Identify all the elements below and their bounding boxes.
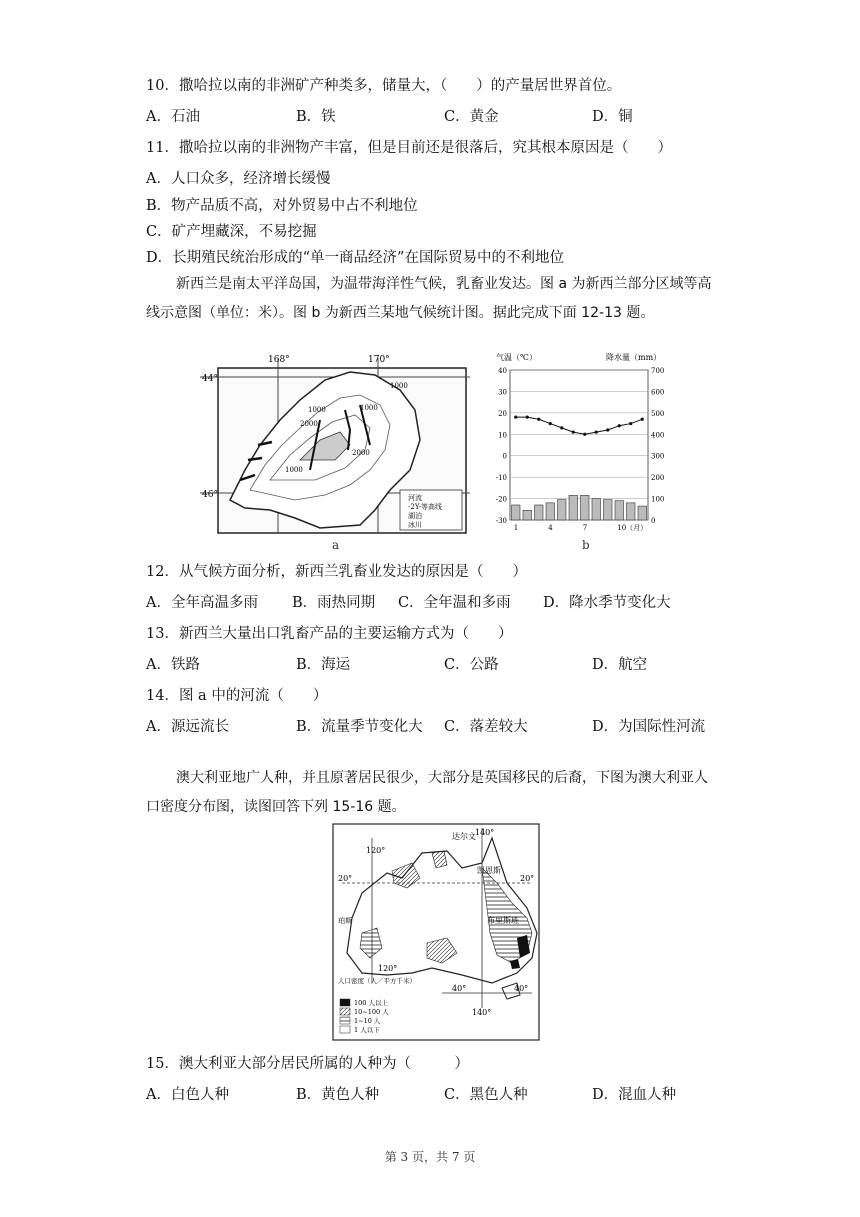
- q15-option-a: A．白色人种: [146, 1087, 229, 1103]
- q11-option-b: B．物产品质不高，对外贸易中占不利地位: [146, 198, 418, 214]
- q13-option-c: C．公路: [444, 657, 499, 673]
- q14-option-b: B．流量季节变化大: [296, 719, 423, 735]
- page-footer: 第 3 页，共 7 页: [384, 1150, 476, 1164]
- q10-option-b: B．铁: [296, 109, 336, 125]
- lon-label-120-bottom: 120°: [378, 964, 398, 973]
- lat-label-20-left: 20°: [338, 874, 353, 883]
- q12-stem: 12．从气候方面分析，新西兰乳畜业发达的原因是（ ）: [146, 564, 527, 580]
- plot-frame: [510, 370, 648, 520]
- q14-option-d: D．为国际性河流: [592, 719, 706, 735]
- precip-bar: [592, 499, 601, 520]
- figure-a-contour-map: [200, 350, 470, 540]
- temperature-point: [526, 416, 529, 419]
- figure-b-caption: b: [582, 538, 590, 552]
- temperature-point: [618, 424, 621, 427]
- right-axis-title: 降水量（mm）: [606, 353, 662, 362]
- precip-bar: [535, 505, 544, 520]
- temperature-point: [514, 416, 517, 419]
- q10-stem: 10．撒哈拉以南的非洲矿产种类多，储量大，（ ）的产量居世界首位。: [146, 78, 622, 94]
- q13-option-a: A．铁路: [146, 657, 200, 673]
- y2-tick-label: 600: [651, 388, 665, 397]
- city-darwin: 达尔文: [452, 832, 476, 841]
- temperature-line: [516, 417, 643, 434]
- lat-label-20-right: 20°: [520, 874, 535, 883]
- city-perth: 珀斯: [338, 917, 352, 925]
- y-tick-label: -10: [495, 474, 507, 483]
- y2-tick-label: 500: [651, 409, 665, 418]
- contour-label: 1000: [360, 404, 378, 412]
- city-brisbane: 布里斯班: [487, 916, 519, 925]
- precip-bar: [546, 503, 555, 520]
- q11-option-a: A．人口众多，经济增长缓慢: [146, 171, 331, 187]
- q13-stem: 13．新西兰大量出口乳畜产品的主要运输方式为（ ）: [146, 626, 513, 642]
- lon-label-120-top: 120°: [366, 846, 386, 855]
- legend-item: 1~10 人: [354, 1017, 381, 1025]
- precip-bar: [638, 506, 647, 520]
- y2-tick-label: 100: [651, 495, 665, 504]
- temperature-point: [583, 433, 586, 436]
- precip-bar: [569, 495, 578, 520]
- y2-tick-label: 700: [651, 367, 665, 375]
- q11-option-d: D．长期殖民统治形成的“单一商品经济”在国际贸易中的不利地位: [146, 250, 564, 266]
- precip-bar: [558, 500, 567, 520]
- lat-label-40-right: 40°: [514, 984, 529, 993]
- x-tick-label: 4: [548, 524, 553, 532]
- y-tick-label: -30: [495, 517, 507, 525]
- legend-lake: 湖泊: [408, 512, 422, 520]
- y-tick-label: -20: [495, 495, 507, 504]
- temperature-point: [537, 418, 540, 421]
- q10-option-d: D．铜: [592, 109, 633, 125]
- y2-tick-label: 0: [651, 517, 656, 525]
- legend-item: 1 人以下: [354, 1026, 380, 1034]
- y2-tick-label: 300: [651, 452, 665, 461]
- figure-b-climate-chart: [488, 350, 673, 540]
- precip-bar: [627, 503, 636, 520]
- figure-a-caption: a: [332, 538, 340, 552]
- contour-label: 1000: [390, 382, 408, 390]
- q15-stem: 15．澳大利亚大部分居民所属的人种为（ ）: [146, 1056, 469, 1072]
- lon-label-140-top: 140°: [475, 828, 495, 837]
- y-tick-label: 40: [498, 367, 507, 375]
- nz-intro: 新西兰是南太平洋岛国，为温带海洋性气候，乳畜业发达。图 a 为新西兰部分区域等高线示意图（单位：米）。图 b 为新西兰某地气候统计图。据此完成下面 12-13 题。: [146, 276, 712, 321]
- y-tick-label: 0: [502, 452, 507, 461]
- q14-stem: 14．图 a 中的河流（ ）: [146, 688, 328, 704]
- q14-option-a: A．源远流长: [146, 719, 229, 735]
- x-tick-label: 1: [513, 524, 519, 532]
- left-axis-title: 气温（℃）: [496, 353, 537, 362]
- q14-option-c: C．落差较大: [444, 719, 528, 735]
- q12-option-b: B．雨热同期: [292, 595, 376, 611]
- q15-option-b: B．黄色人种: [296, 1087, 380, 1103]
- precip-bar: [581, 495, 590, 520]
- q11-stem: 11．撒哈拉以南的非洲物产丰富，但是目前还是很落后，究其根本原因是（ ）: [146, 140, 672, 156]
- q10-option-c: C．黄金: [444, 109, 499, 125]
- temperature-point: [549, 422, 552, 425]
- temperature-point: [572, 431, 575, 434]
- lat-label-40-left: 40°: [452, 984, 467, 993]
- legend-item: 100 人以上: [354, 999, 388, 1007]
- precip-bar: [512, 505, 521, 520]
- lat-label-44: 44°: [202, 374, 218, 384]
- lon-label-140-bottom: 140°: [472, 1008, 492, 1017]
- lon-label-168: 168°: [268, 355, 290, 365]
- y-tick-label: 30: [498, 388, 507, 397]
- contour-label: 2000: [352, 449, 370, 457]
- legend-river: 河流: [408, 494, 422, 502]
- y2-tick-label: 400: [651, 431, 665, 440]
- temperature-point: [595, 431, 598, 434]
- y-tick-label: 10: [498, 431, 507, 440]
- au-intro: 澳大利亚地广人种，并且原著居民很少，大部分是英国移民的后裔，下图为澳大利亚人口密度分布图，读图回答下列 15-16 题。: [146, 770, 708, 815]
- q11-option-c: C．矿产埋藏深，不易挖掘: [146, 224, 317, 240]
- x-tick-label: 10（月）: [617, 524, 648, 532]
- temperature-point: [629, 422, 632, 425]
- y2-tick-label: 200: [651, 474, 665, 483]
- q15-option-d: D．混血人种: [592, 1087, 677, 1103]
- lon-label-170: 170°: [368, 355, 390, 365]
- temperature-point: [641, 418, 644, 421]
- city-cairns: 凯恩斯: [477, 866, 501, 875]
- contour-label: 2000: [300, 420, 318, 428]
- y-tick-label: 20: [498, 409, 507, 418]
- contour-label: 1000: [308, 406, 326, 414]
- precip-bar: [604, 500, 613, 520]
- legend-glacier: 冰川: [408, 521, 422, 529]
- lat-label-46: 46°: [202, 490, 218, 500]
- q12-option-a: A．全年高温多雨: [146, 595, 258, 611]
- x-tick-label: 7: [582, 524, 588, 532]
- q12-option-d: D．降水季节变化大: [543, 595, 671, 611]
- legend-title: 人口密度（人／平方千米）: [338, 977, 416, 985]
- legend-contour: -2Y-等高线: [408, 503, 443, 511]
- q10-option-a: A．石油: [146, 109, 200, 125]
- temperature-point: [606, 428, 609, 431]
- q13-option-d: D．航空: [592, 657, 648, 673]
- precip-bar: [523, 510, 532, 520]
- legend-item: 10~100 人: [354, 1008, 389, 1016]
- q13-option-b: B．海运: [296, 657, 351, 673]
- contour-label: 1000: [285, 466, 303, 474]
- temperature-point: [560, 426, 563, 429]
- precip-bar: [615, 501, 624, 520]
- q12-option-c: C．全年温和多雨: [398, 595, 511, 611]
- q15-option-c: C．黑色人种: [444, 1087, 528, 1103]
- figure-australia-population-map: [332, 823, 542, 1043]
